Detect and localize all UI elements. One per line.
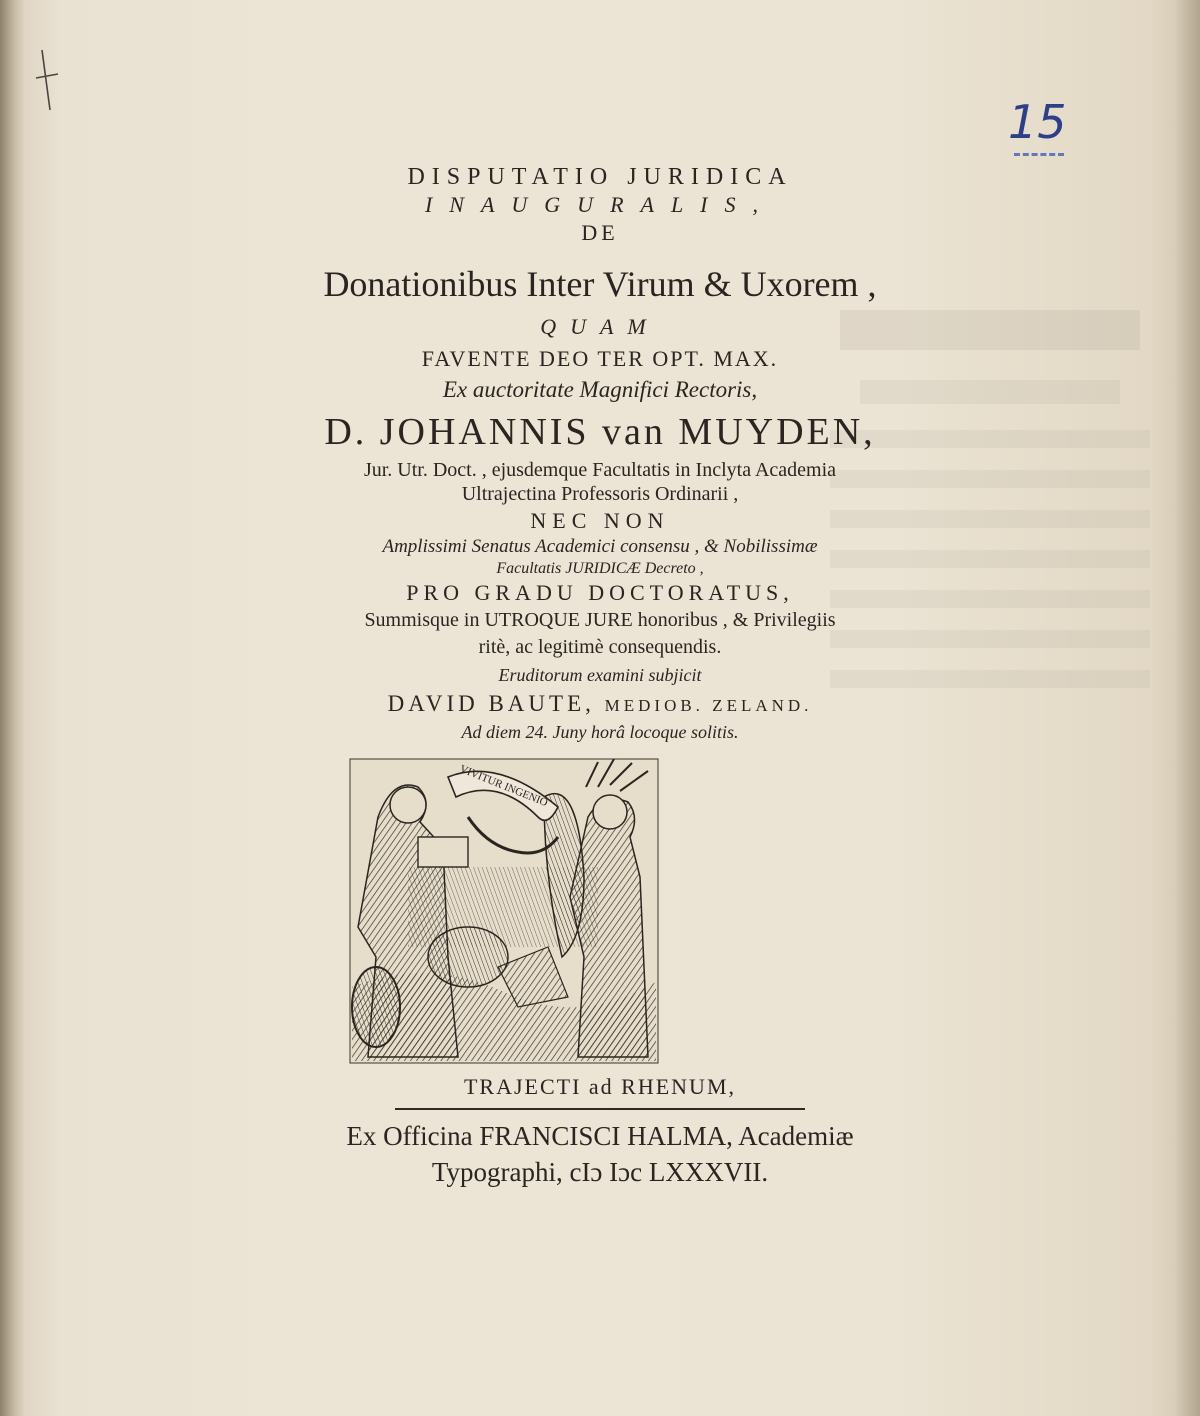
line-rite: ritè, ac legitimè consequendis. bbox=[478, 636, 722, 658]
imprint-date: Typographi, cIɔ Iɔc LXXXVII. bbox=[431, 1157, 769, 1187]
line-facultatis: Facultatis JURIDICÆ Decreto , bbox=[496, 560, 704, 577]
line-summisque: Summisque in UTROQUE JURE honoribus , & Privilegiis bbox=[364, 609, 836, 631]
main-title: Donationibus Inter Virum & Uxorem , bbox=[323, 264, 877, 304]
rector-name: D. JOHANNIS van MUYDEN, bbox=[324, 411, 876, 453]
woodcut-motto: VIVITUR INGENIO bbox=[457, 762, 550, 810]
line-nec-non: NEC NON bbox=[530, 508, 670, 533]
heading-de: DE bbox=[581, 220, 619, 245]
author-origin: MEDIOB. ZELAND. bbox=[604, 696, 813, 715]
binding-gutter bbox=[0, 0, 24, 1416]
line-quam: QUAM bbox=[540, 314, 660, 339]
handwritten-underline bbox=[1014, 153, 1064, 156]
line-pro-gradu: PRO GRADU DOCTORATUS, bbox=[406, 580, 794, 605]
title-block bbox=[150, 162, 1050, 744]
line-jur-1: Jur. Utr. Doct. , ejusdemque Facultatis in Inclyta Academia bbox=[363, 459, 837, 481]
imprint-printer: Ex Officina FRANCISCI HALMA, Academiæ bbox=[346, 1121, 854, 1151]
heading-inauguralis: INAUGURALIS, bbox=[424, 192, 776, 217]
handwritten-number-text: 15 bbox=[1008, 95, 1067, 149]
handwritten-page-number bbox=[1008, 95, 1078, 165]
pencil-mark-icon bbox=[30, 40, 70, 120]
line-favente: FAVENTE DEO TER OPT. MAX. bbox=[421, 346, 779, 371]
imprint-rule bbox=[395, 1108, 805, 1110]
line-amplissimi: Amplissimi Senatus Academici consensu , & Nobilissimæ bbox=[382, 536, 818, 557]
line-jur-2: Ultrajectina Professoris Ordinarii , bbox=[461, 483, 739, 505]
line-ad-diem: Ad diem 24. Juny horâ locoque solitis. bbox=[461, 722, 739, 742]
author-name: DAVID BAUTE, bbox=[387, 691, 595, 716]
imprint-place: TRAJECTI ad RHENUM, bbox=[463, 1074, 737, 1099]
line-ex-auctoritate: Ex auctoritate Magnifici Rectoris, bbox=[442, 377, 758, 402]
heading-disputatio: DISPUTATIO JURIDICA bbox=[407, 164, 793, 190]
page-edge-shadow bbox=[1174, 0, 1200, 1416]
imprint-block bbox=[150, 1072, 1050, 1190]
printers-device-woodcut bbox=[348, 757, 660, 1065]
author-line bbox=[150, 690, 1050, 720]
line-eruditorum: Eruditorum examini subjicit bbox=[498, 665, 702, 685]
